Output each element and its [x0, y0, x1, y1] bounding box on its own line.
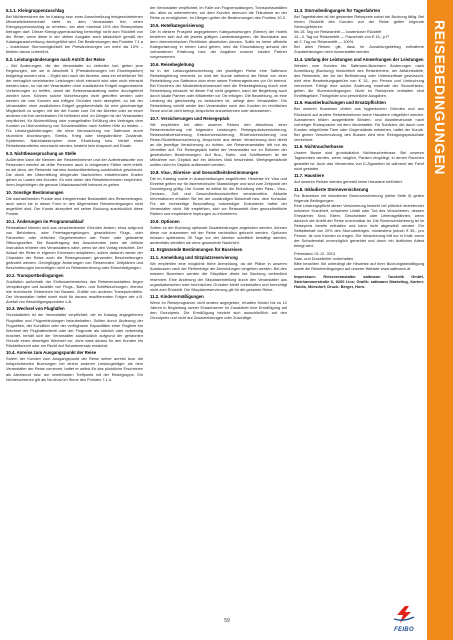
- section-paragraph: Bei unseren Busreisen dürfen aus hygienischen Gründen und aus Rücksicht auf andere Reiseteilnehmer keine Haustiere mitgeführt werden. Ausnahmen bilden ausgebildete Blinden- und Assistenzhunde nach vorheriger Rücksprache mit dem Veranstalter. Für Schäden, die durch vom Kunden mitgeführte Tiere oder Gegenstände entstehen, haftet der Kunde. Bei grober Verschmutzung des Busses wird eine Reinigungspauschale verrechnet.: [294, 106, 424, 142]
- section-heading: 11.8. Inkludierte Stornoversicherung: [294, 186, 369, 192]
- section-heading: 10.6. Reisebegleitung: [150, 61, 194, 67]
- section-heading: 10.9. Optionen: [150, 218, 180, 224]
- section-heading: 10.7. Versicherungen und Reisegepäck: [150, 115, 230, 121]
- section-paragraph: Auf unseren Reisen werden generell keine Haustiere befördert.: [294, 179, 403, 185]
- text-column-1: [6, 5, 143, 384]
- section-paragraph: Unsere Busse sind grundsätzlich Nichtraucherbusse. Bei unseren Tagesreisen werden, wenn möglich, Pausen eingelegt, in denen Rauchen gestattet ist. Auch das Verwenden von E-Zigaretten ist während der Fahrt nicht gestattet.: [294, 150, 424, 171]
- section-heading: 11.7. Haustiere: [294, 173, 325, 179]
- section-heading: 10.3. Wechsel von Flughäfen: [6, 306, 65, 312]
- section-paragraph: Sofern der Kunden zum Ausgangspunkt der Reise selber anreist bzw. die entsprechenden Buchungen bei einem anderen Leistungsträger als dem Veranstalter der Reise vornimmt, haftet er selbst für das pünktliche Erscheinen als Abreiseort bzw. am vereinbarten Treffpunkt mit der Reisegruppe. Ein Nichterscheinen gilt als No-show im Sinne des Punktes 7.1.d.: [6, 356, 143, 382]
- imprint-publisher: Impressum: Reiseveranstalter sattmann Touristik GmbH, Steirhammerstraße 6, 8200 Linz; Grafik: sattmann Marketing, Karten: Holdis, Mörsdorf; Druck: Berger, Horn.: [294, 273, 424, 289]
- section-heading: 10.1. Änderungen im Programmablauf: [6, 218, 84, 224]
- lightning-bolt-logo-icon: [392, 606, 416, 623]
- imprint-notes: Preisstand: 01.12. 2013 Satz- und Druckfehler vorbehalten. Bitte beachten Sie unbedingt die Hinweise auf Ihrer Buchungsbestätigung sowie die Reisebedingungen auf unserer Website www.sattmann.at: [294, 251, 424, 272]
- section-paragraph: Für Busreisen mit inkludierter Stornoversicherung (siehe Seite 5) gelten folgende Bedingungen: Eine Leistungspflicht dieser Versicherung besteht bei plötzlich eintretender schwerer Krankheit, schwerem Unfall oder Tod des Versicherten, dessen Ehepartner, Kind, Eltern, Geschwister oder Lebensgefährten, wenn dadurch der Antritt der Reise unzumutbar ist. Die Stornoversicherung ist im Reisepreis bereits enthalten und kann nicht abgewählt werden. Ein Selbstbehalt von 20% des Stornobetrages, mindestens jedoch € 35,- pro Person, ist vom Kunden zu tragen. Die Versicherung tritt nur in Kraft, wenn der Schadensfall unverzüglich gemeldet und durch ein ärztliches Attest belegt wird.: [294, 192, 424, 249]
- section-paragraph: Sofern zu der Buchung optionale Zusatzleistungen angeboten werden, können diese nur zusammen mit der Reise verbindlich gebucht werden. Optionen müssen spätestens 30 Tage vor der Abreise schriftlich bestätigt werden, andernfalls verfallen sie ohne gesonderte Nachricht.: [150, 224, 287, 245]
- section-heading: 11.4. Umfang der Leistungen und Anmerkungen der Leistungen: [294, 56, 424, 62]
- section-heading: 5.1.1. Kleingruppenzuschlag: [6, 7, 65, 13]
- section-heading: 10.5. Hotelkategorisierung: [150, 22, 204, 28]
- logo-text: FEIBO: [394, 627, 414, 633]
- section-paragraph: Wir empfehlen bei allen unseren Reisen den Abschluss einer Reiseversicherung mit folgenden Leistungen: Reisegepäckversicherung, Reiseunfallversicherung, Krankenversicherung, Rückholversicherung und Reise-Rücktrittsversicherung. Ansprüche aus dieser Versicherung sind direkt an die jeweilige Versicherung zu richten, der Reiseveranstalter tritt nur als Vermittler auf. Für Reisegepäck haftet der Veranstalter nur im Rahmen der gesetzlichen Bestimmungen. Auf Bus-, Bahn- und Schiffsreisen ist die Mitnahme von Gepäck auf ein übliches Maß beschränkt. Wertgegenstände sollten nicht im Gepäck aufbewahrt werden.: [150, 121, 287, 167]
- section-heading: 5.3. Nichtbeanspruchung an Stelle: [6, 150, 77, 156]
- section-heading: 11.3. Stornobedingungen für Tagesfahrten: [294, 7, 381, 13]
- section-paragraph: Die im Katalog sowie in Ausschreibungen angeführten Hinweise für Visa und Einreise gelten nur für österreichische Staatsbürger und sind zum Zeitpunkt der Drucklegung gültig. Der Kunde ist selbst für die Einhaltung aller Pass-, Visa-, Devisen-, Zoll- und Gesundheitsvorschriften verantwortlich. Aktuelle Informationen erhalten Sie bei der zuständigen Botschaft bzw. dem Konsulat. Für die rechtzeitige Beschaffung notwendiger Dokumente haftet der Veranstalter nicht. Wir empfehlen, sich vor Reiseantritt über gesundheitliche Risiken und empfohlene Impfungen zu informieren.: [150, 175, 287, 216]
- section-paragraph: Werden vom Kunden bis Sattmann-Busreisen Änderungen nach Anmeldung (Buchung) hinsichtlich des Reisetermins, der Abfahrtsstelle, des Reiseziels, der Art der Beförderung oder Unterkunftsart gewünscht, wird eine Bearbeitungsgebühr von € 15,- pro Person und Umbuchung verrechnet. Erfolgt eine solche Änderung innerhalb der Stornofristen, gelten die Stornobedingungen. Nicht im Reisepreis enthalten sind Eintrittsgelder, Trinkgelder und persönliche Ausgaben.: [294, 62, 424, 98]
- feibo-logo: [384, 606, 424, 634]
- section-heading: 10. Sonstige Bestimmungen: [6, 189, 64, 195]
- section-paragraph: der Veranstalter verpflichtet, im Falle von Flugverspätungen, Transportausfällen etc. alles zu unternehmen, um dem Kunden dennoch die Teilnahme an der Reise zu ermöglichen. Im Übrigen gelten die Bestimmungen des Punktes 10.3.: [150, 5, 287, 21]
- section-heading: 10.4. Anreise zum Ausgangspunkt der Reise: [6, 350, 97, 356]
- section-paragraph: Wenn im Reiseprogramm nicht anders angegeben, erhalten Kinder bis zu 12 Jahren in Begleitung zweier Erwachsener im Zusatzbett eine Ermäßigung auf den Grundpreis. Die Ermäßigung bezieht sich ausschließlich auf den Grundpreis und nicht auf Zusatzleistungen oder Zuschläge.: [150, 300, 287, 321]
- section-paragraph: Zusätzlich außerhalb der Einflusserbereiches des Reiseveranstalters liegen Verspätungen und Ausfälle von Flugs-, Bahn- und Schiffsbuchungen, ebenso wie technische Gebrechen bei Bussen. Zufälle von anderen Transportmitteln. Der Veranstalter haftet somit nicht für daraus resultierenden Folgen wie z.B. Ausfall von Besichtigungspunkten o.Ä.: [6, 278, 143, 304]
- section-paragraph: Ist in der Leistungsbeschreibung der jeweiligen Reise eine Sattmann Reisebegleitung vermerkt, so wird der Kunde während der Reise von einer Reiseleitung von Sattmann oder einer seiner Partneragenturen vor Ort betreut. Bei Erreichen der Mindestteilnehmerzahl wird die Reisebegleitung durch eine Reiseleitung erbracht; ist dieser Fall nicht gegeben, kann die Begleitung auch durch lokale Partner oder Mitarbeiter vor Ort erfolgen. Die Beurteilung, ob eine Leistung als gleichwertig zu betrachten ist, obliegt dem Veranstalter. Die Reiseleitung vertritt weder den Veranstalter noch den Kunden im rechtlichen Sinne und ist nicht befugt, Ansprüche anzuerkennen oder abzuweisen.: [150, 67, 287, 113]
- imprint-block: [294, 251, 424, 288]
- section-sidebar: [427, 0, 453, 640]
- page-number: 59: [224, 618, 230, 624]
- section-paragraph: Bei Nichterreichen der im Katalog bzw. einer Ausschreibung festgeschriebenen Mindestteilnehmerzahl steht es dem Veranstalter frei, einen Kleingruppenzuschlag zu erheben, der aber maximal 10% des Reisepreises betragen darf. Dieser Kleingruppenzuschlag berechtigt nicht zum Rücktritt von der Reise, wenn diese in der obiken Ausgabe auch tatsächlich gemäß der Katalogausschreibung durchgeführt wird. Die Bestimmungen des Punktes 7.1 a – kostenlose Stornomöglichkeit bei Preisänderungen um mehr als 10% – bleiben davon unberührt.: [6, 13, 143, 54]
- section-paragraph: Reiseablauf können sich aus verschiedenster Gründen ändern, etwa aufgrund von Behördens- oder Feiertagsregelungen, gesetzlichen Flugs- oder Fahrzeiten oder örtlichen Gegebenheiten wie Feste oder geänderte Öffnungszeiten. Die Beauftragung des Ansuchenden kann die örtliche Instruktion erbieter des Veranstalters nahe, wenn sie den Vortag einrichtet. Der Ablauf der Reise in eigenen Ermessen adaptieren, sofern dadurch weder der Charakter der Reise noch die Reisegenossen genannten Beschreibungen geändert werden. Geringfügige Änderungen von Reiserouten, Zeitplänen und Beschreibungen berechtigen nicht zu Reisestornierung oder Entschädigungen.: [6, 224, 143, 270]
- sidebar-title: REISEBEDINGUNGEN: [432, 20, 448, 176]
- section-heading: 11.1. Anmeldung und Sitzplatzreservierung: [150, 255, 238, 261]
- section-paragraph: Grundsätzlich ist der Veranstalter verpflichtet, die im Katalog angegebenen Flughäfen und Flugverbindungen beizubehalten. Sollten durch Änderung der Flugzeiten, der Kondition oder der verfügbaren Kapazitäten einer Fluglinie ein Wechsel der Flughafendientl oder der Flugroute als nützlich oder notwendig erachtet, behält sich der Veranstalter ausdrücklich aufgrund der genannten Gründe einen derartigen Wechsel vor, ohne dass daraus für den Kunden ein Rücktrittsrecht oder ein Recht auf Schadenersatz erwächst.: [6, 312, 143, 348]
- section-heading: 11.2. Kinderermäßigungen: [150, 294, 204, 300]
- section-paragraph: Die in diesem Prospekt angegebenen Kategorisierungen (Sterne) der Hotels beziehen sich auf die jeweils gültigen Landeskategorien, die Buchstabe aus dem österreichischen Richtlinien abweichen können. Sollte es keine offizielle Kategorisierung in einem Land geben, wird die Einschätzung anhand der vorhandenen Erfahrung bzw. der Angaben unserer lokalen Partner vorgenommen.: [150, 28, 287, 59]
- section-heading: 10.8. Visa-, Einreise- und Gesundheitsbestimmungen: [150, 169, 259, 175]
- section-heading: 11. Ergänzende Bestimmungen für Busreisen: [150, 247, 243, 253]
- section-heading: 5.2. Leistungsänderungen nach Antritt der Reise: [6, 56, 105, 62]
- section-paragraph: Wir empfehlen eine möglichst frühe Anmeldung, da die Plätze in unseren Autobussen nach der Reihenfolge der Anmeldungen vergeben werden. Bei den meisten Busreisen werden die Sitzplätze direkt bei Buchung verbindlich reserviert. Eine Änderung der Sitzplatzeinteilung durch den Veranstalter aus organisatorischen oder technischen Gründen bleibt vorbehalten und berechtigt nicht zum Rücktritt. Die Sitzplatzreservierung gilt für die gesamte Reise.: [150, 261, 287, 292]
- section-paragraph: Außerdem kann die Nennen der Reiseteilnehmer und der Aufenthaltsortte von Reisenden werden ab dritte Personen auch in dringenden Fällen nicht erteilt, es sei denn, der Reisende hat eine Auskunftserteilung ausdrücklich gewünscht. Die durch die Übermittlung dringender Nachrichten entstehenden Kosten gehen zu Lasten des Kunden. Es wird daher den Reiseteilnehmern empfohlen, ihren Angehörigen die genaue Urlaubsanschrift bekannt zu geben.: [6, 156, 143, 188]
- text-column-3: [294, 5, 424, 291]
- section-heading: 11.5. Haustierbuchungen und Ersatzpflichten: [294, 100, 386, 106]
- text-column-2: [150, 5, 287, 322]
- section-paragraph: Bei Tagesfahrten ist bei gesamten Reisepreis sofort bei Buchung fällig. Bei einem Rücktritt des Kunden von der Reise gelten folgende Stornogebühren: bis 15. Tag vor Reiseantritt — kostenloser Rücktritt 14.–3. Tag vor Reiseantritt — Pauschale von € 15,- p.P. ab 2. Tag vor Reiseantritt — 100% Bei allen Reisen gilt, dass im Anzahlungsbetrag enthaltene Zusatzleistungen nicht rückerstattet werden.: [294, 13, 424, 54]
- section-heading: 10.2. Transportbedingungen: [6, 272, 64, 278]
- section-paragraph: Die nachstehenden Punkte sind integrierender Bestandteil des Reisevertrages, auch wenn sie in dieser Form in den Allgemeinen Reisebedingungen nicht angeführt sind. Der Kunde akzeptiert mit seiner Buchung ausdrücklich diese Punkte.: [6, 195, 143, 216]
- section-paragraph: – Bei Änderungen, die der Veranstalter zu vertreten hat, gelten jene Regelungen, wie sie in Abschnitt 5 (Preisänderungen bei Einzelnpakten) festgelegt worden sind. – Ergibt sich nach der Abreise, dass ein erheblicher Teil der vertraglich vereinbarten Leistungen nicht erbracht wird oder nicht erbracht werden kann, so hat der Veranstalter ohne zusätzliches Entgelt angemessene Vorkehrungen zu treffen, damit die Reiseveranstaltung weiter durchgeführt werden kann. Können solche Vorkehrungen nicht getroffen werden oder werden sie vom Kunden aus triftigen Gründen nicht akzeptiert, so hat der Veranstalter ohne zusätzliches Entgelt gegebenenfalls für eine gleichwertige Möglichkeit zu sorgen, mit der der Kunde zum Ort der Abreise oder an einen anderen mit ihm vereinbarten Ort befördert wird. Im Übrigen ist der Veranstalter verpflichtet, für Nichterfüllung oder mangelhafter Erfüllung des Vertrages dem Kunden zu Übervorteilung von Schadensfällen nach Kräften Hilfe zu leisten. – Für Leistungsänderungen, die ohne Verursachung von Sattmann durch räumliche Anordnungen, Streiks, Krieg oder kriegsähnliche Zustände, Epidemien, Naturkatastrophen ohne Einwirkung bzw. Verfall eines Reisebestandteiles verursacht werden, besteht kein Anspruch auf Ersatz.: [6, 62, 143, 149]
- section-heading: 11.6. Nichtraucherbusse: [294, 144, 344, 150]
